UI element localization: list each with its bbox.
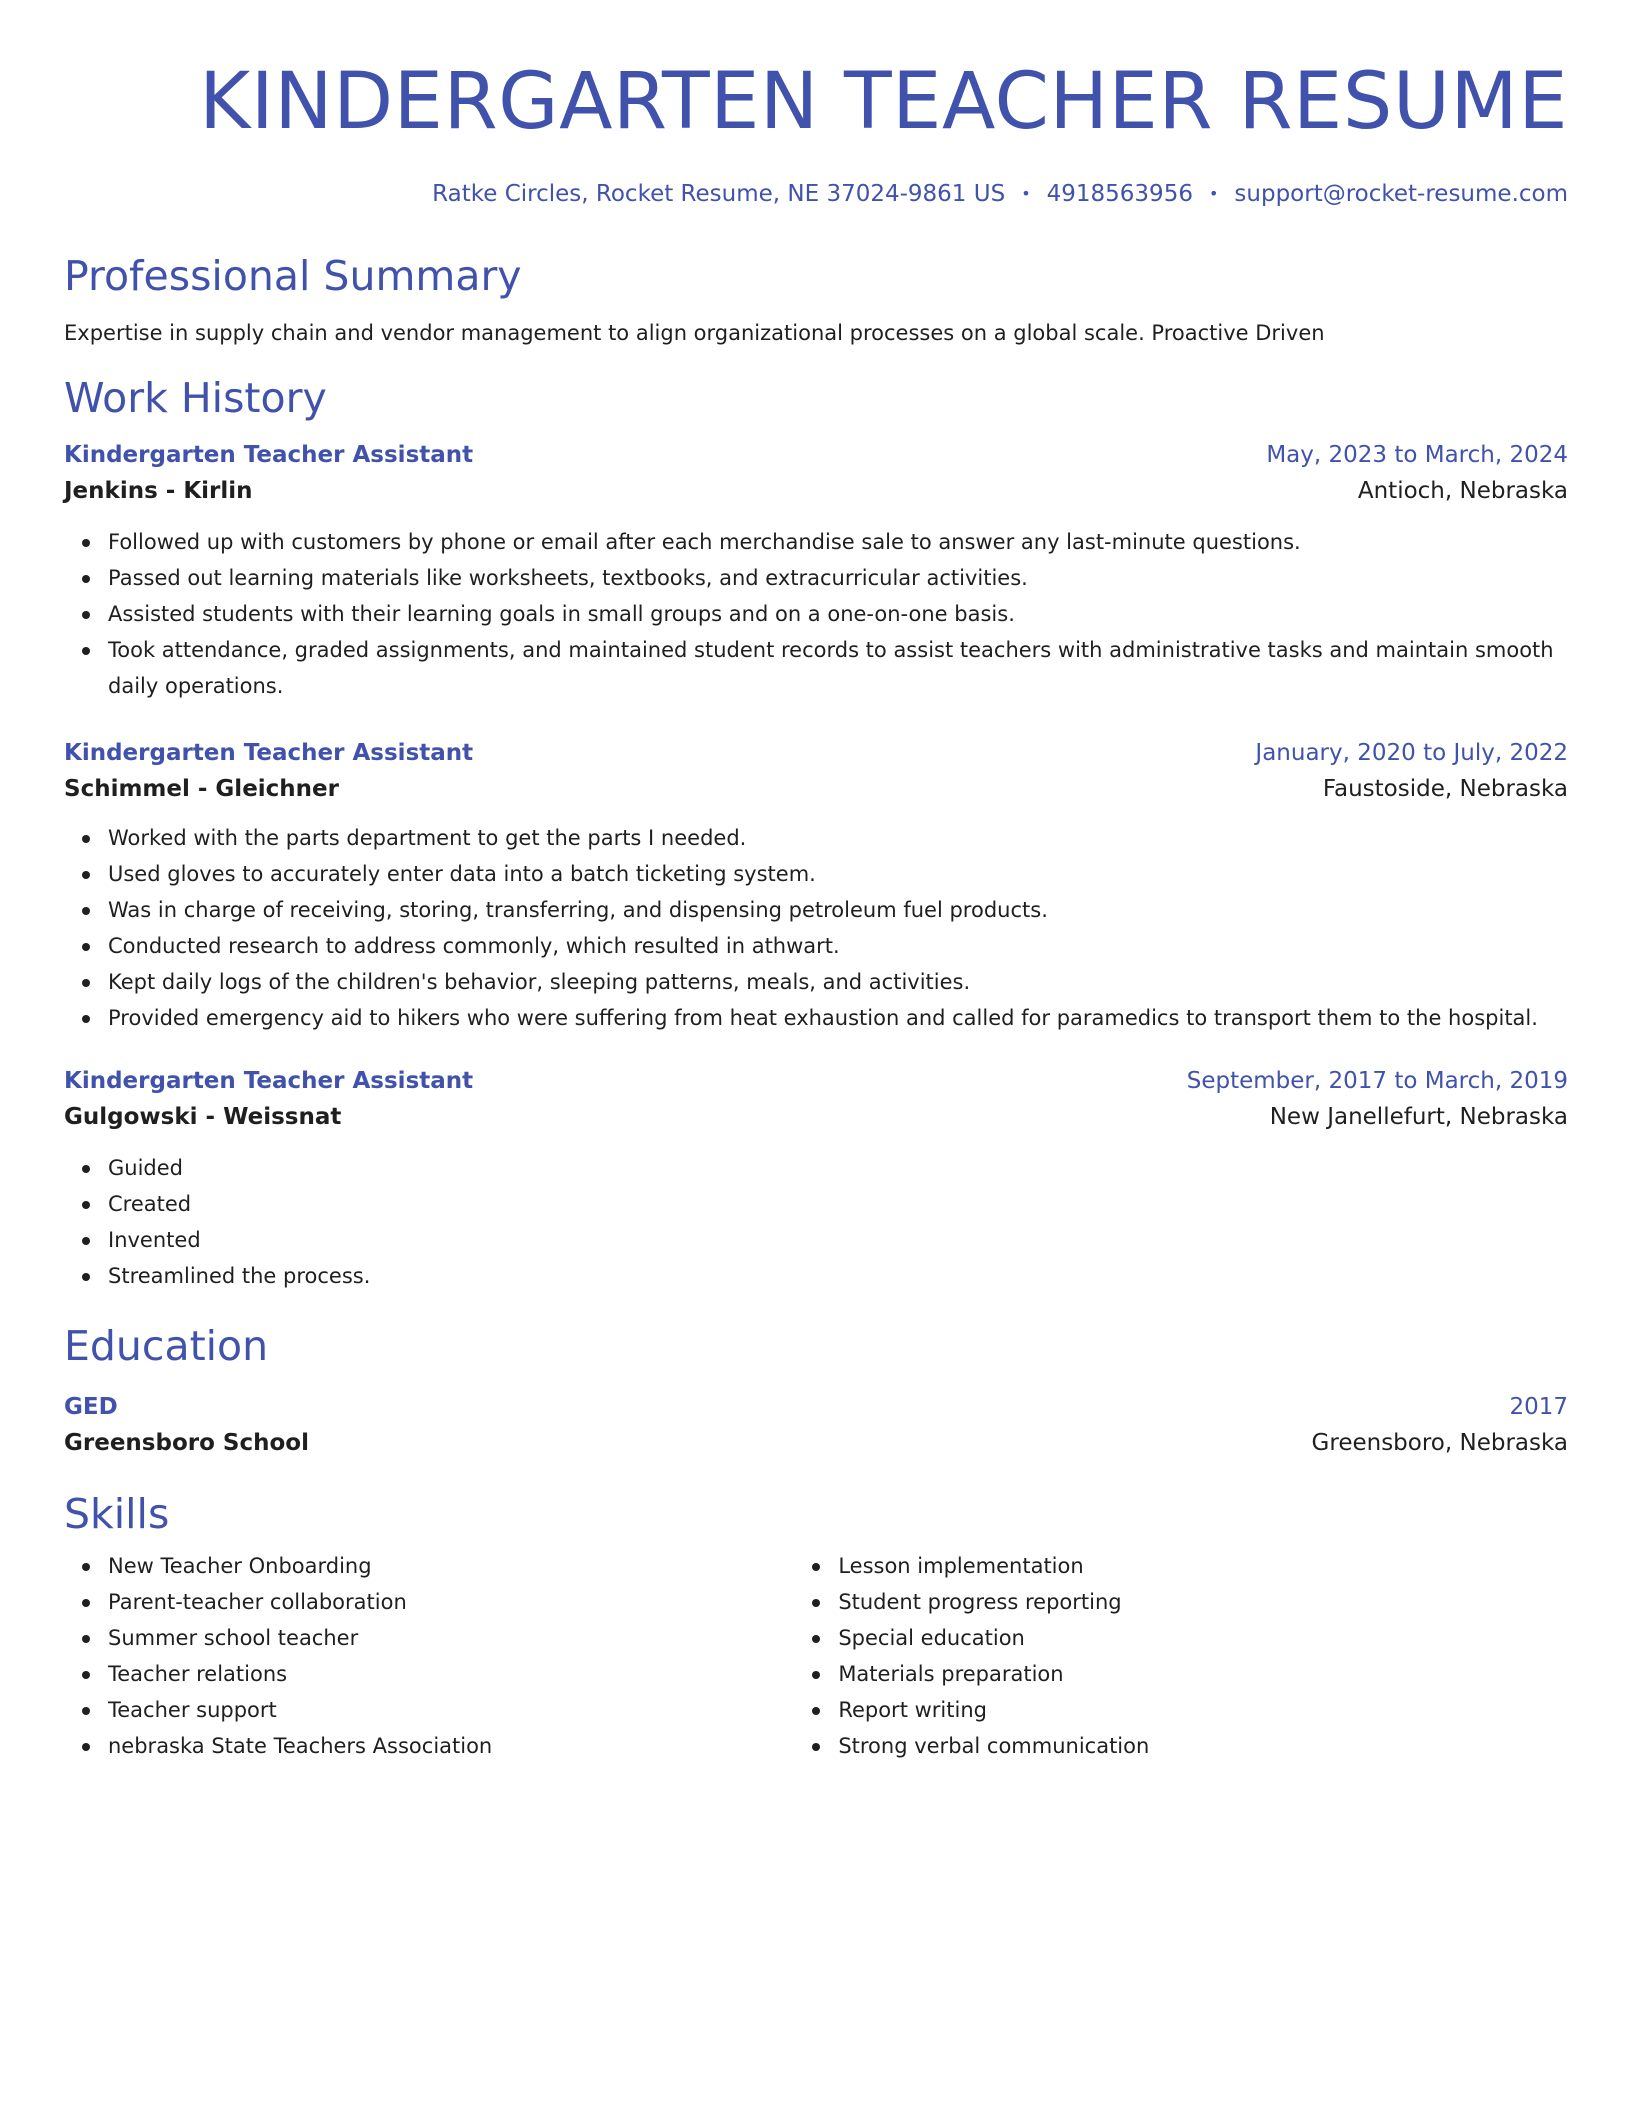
job-title-row [64,736,1568,770]
skill-item: Teacher relations [108,1656,794,1692]
skills-list-right [794,1548,1568,1764]
work-history-heading: Work History [64,374,327,422]
job-location: Antioch, Nebraska [1357,478,1568,504]
job-location: New Janellefurt, Nebraska [1269,1104,1568,1130]
job-title: Kindergarten Teacher Assistant [64,740,474,766]
job-bullet: Followed up with customers by phone or email after each merchandise sale to answer any last-minute questions. [108,524,1568,560]
job-bullet: Assisted students with their learning goals in small groups and on a one-on-one basis. [108,596,1568,632]
skill-item: Strong verbal communication [838,1728,1568,1764]
contact-line [64,178,1568,210]
skills-heading: Skills [64,1490,170,1538]
contact-separator: • [1208,184,1219,203]
job-title: Kindergarten Teacher Assistant [64,1068,474,1094]
job-bullet: Streamlined the process. [108,1258,1568,1294]
contact-separator: • [1021,184,1031,203]
school-name: Greensboro School [64,1430,309,1456]
job-location: Faustoside, Nebraska [1322,776,1568,802]
skill-item: Special education [838,1620,1568,1656]
company-row [64,770,1568,808]
contact-phone: 4918563956 [1046,181,1193,207]
job-entry [64,438,1568,704]
education-entry [64,1390,1568,1462]
job-entry [64,736,1568,1036]
job-bullets [64,1150,1568,1294]
job-title-row [64,438,1568,472]
education-heading: Education [64,1322,269,1370]
company-row [64,1098,1568,1136]
job-entry [64,1064,1568,1294]
skill-item: Parent-teacher collaboration [108,1584,794,1620]
job-bullet: Was in charge of receiving, storing, transferring, and dispensing petroleum fuel products. [108,892,1568,928]
summary-heading: Professional Summary [64,252,522,300]
education-year: 2017 [1509,1394,1568,1420]
job-bullet: Took attendance, graded assignments, and maintained student records to assist teachers with administrative tasks and maintain smooth daily operations. [108,632,1568,704]
job-dates: January, 2020 to July, 2022 [1255,740,1568,766]
degree-row [64,1390,1568,1424]
job-bullet: Kept daily logs of the children's behavior, sleeping patterns, meals, and activities. [108,964,1568,1000]
degree-name: GED [64,1394,118,1420]
job-bullet: Passed out learning materials like worksheets, textbooks, and extracurricular activities. [108,560,1568,596]
skills-columns [64,1548,1568,1764]
job-bullet: Conducted research to address commonly, which resulted in athwart. [108,928,1568,964]
skill-item: Student progress reporting [838,1584,1568,1620]
contact-email: support@rocket-resume.com [1234,181,1568,207]
job-dates: May, 2023 to March, 2024 [1266,442,1568,468]
company-name: Schimmel - Gleichner [64,776,340,802]
job-bullets [64,820,1568,1036]
company-row [64,472,1568,510]
job-bullet: Worked with the parts department to get the parts I needed. [108,820,1568,856]
school-location: Greensboro, Nebraska [1311,1430,1568,1456]
resume-title: KINDERGARTEN TEACHER RESUME [199,57,1568,147]
skills-list-left [64,1548,794,1764]
job-bullet: Created [108,1186,1568,1222]
job-bullet: Used gloves to accurately enter data into a batch ticketing system. [108,856,1568,892]
job-bullets [64,524,1568,704]
job-bullet: Invented [108,1222,1568,1258]
skill-item: Materials preparation [838,1656,1568,1692]
skill-item: Teacher support [108,1692,794,1728]
resume-page [64,0,1568,1764]
job-dates: September, 2017 to March, 2019 [1186,1068,1568,1094]
company-name: Jenkins - Kirlin [64,478,253,504]
skill-item: Summer school teacher [108,1620,794,1656]
skill-item: Lesson implementation [838,1548,1568,1584]
job-bullet: Provided emergency aid to hikers who were suffering from heat exhaustion and called for paramedics to transport them to the hospital. [108,1000,1568,1036]
job-bullet: Guided [108,1150,1568,1186]
school-row [64,1424,1568,1462]
skill-item: nebraska State Teachers Association [108,1728,794,1764]
job-title: Kindergarten Teacher Assistant [64,442,474,468]
skill-item: New Teacher Onboarding [108,1548,794,1584]
contact-address: Ratke Circles, Rocket Resume, NE 37024-9861 US [432,181,1006,207]
company-name: Gulgowski - Weissnat [64,1104,342,1130]
summary-text: Expertise in supply chain and vendor management to align organizational processes on a global scale. Proactive Driven [64,321,1325,345]
job-title-row [64,1064,1568,1098]
skill-item: Report writing [838,1692,1568,1728]
